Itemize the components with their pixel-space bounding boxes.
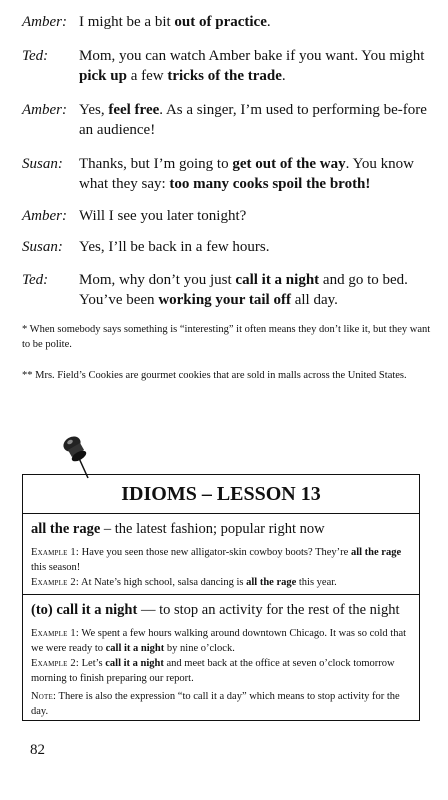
idiom-term: all the rage bbox=[31, 521, 101, 537]
idiom-example: Example 1: Have you seen those new alligator-skin cowboy boots? They’re all the rage this season! bbox=[31, 547, 402, 573]
pushpin-icon bbox=[58, 432, 102, 480]
lesson-title: IDIOMS – LESSON 13 bbox=[23, 475, 419, 514]
footnote-1: * When somebody says something is “interesting” it often means they don’t like it, but they want to be polite. bbox=[22, 324, 431, 350]
speech-text: Will I see you later tonight? bbox=[79, 208, 247, 224]
speaker-label: Amber: bbox=[22, 14, 67, 30]
idiom-entry-1 bbox=[23, 514, 419, 539]
speaker-label: Susan: bbox=[22, 239, 63, 255]
speech-text: Yes, feel free. As a singer, I’m used to performing be-fore an audience! bbox=[79, 102, 427, 138]
speaker-label: Amber: bbox=[22, 208, 67, 224]
speech-text: Yes, I’ll be back in a few hours. bbox=[79, 239, 270, 255]
idiom-example: Example 2: At Nate’s high school, salsa dancing is all the rage this year. bbox=[31, 577, 337, 588]
idiom-definition: — to stop an activity for the rest of the night bbox=[137, 602, 400, 618]
speech-text: Mom, why don’t you just call it a night and go to bed. You’ve been working your tail off all day. bbox=[79, 272, 408, 308]
speech-text: I might be a bit out of practice. bbox=[79, 14, 271, 30]
idioms-lesson-box bbox=[22, 474, 420, 721]
idiom-example: Example 2: Let’s call it a night and meet back at the office at seven o’clock tomorrow morning to finish preparing our report. bbox=[31, 658, 395, 684]
speech-text: Thanks, but I’m going to get out of the way. You know what they say: too many cooks spoil the broth! bbox=[79, 156, 415, 192]
footnote-2: ** Mrs. Field’s Cookies are gourmet cookies that are sold in malls across the United States. bbox=[22, 370, 407, 381]
idiom-term: (to) call it a night bbox=[31, 602, 138, 618]
page-number: 82 bbox=[30, 742, 45, 758]
speech-text: Mom, you can watch Amber bake if you want. You might pick up a few tricks of the trade. bbox=[79, 48, 425, 84]
speaker-label: Ted: bbox=[22, 48, 49, 64]
speaker-label: Amber: bbox=[22, 102, 67, 118]
idiom-entry-2 bbox=[23, 595, 419, 620]
idiom-definition: – the latest fashion; popular right now bbox=[100, 521, 325, 537]
idiom-example: Example 1: We spent a few hours walking around downtown Chicago. It was so cold that we were ready to call it a night by nine o’clock. bbox=[31, 628, 407, 654]
speaker-label: Susan: bbox=[22, 156, 63, 172]
speaker-label: Ted: bbox=[22, 272, 49, 288]
idiom-note: Note: There is also the expression “to call it a day” which means to stop activity for the day. bbox=[31, 691, 400, 717]
